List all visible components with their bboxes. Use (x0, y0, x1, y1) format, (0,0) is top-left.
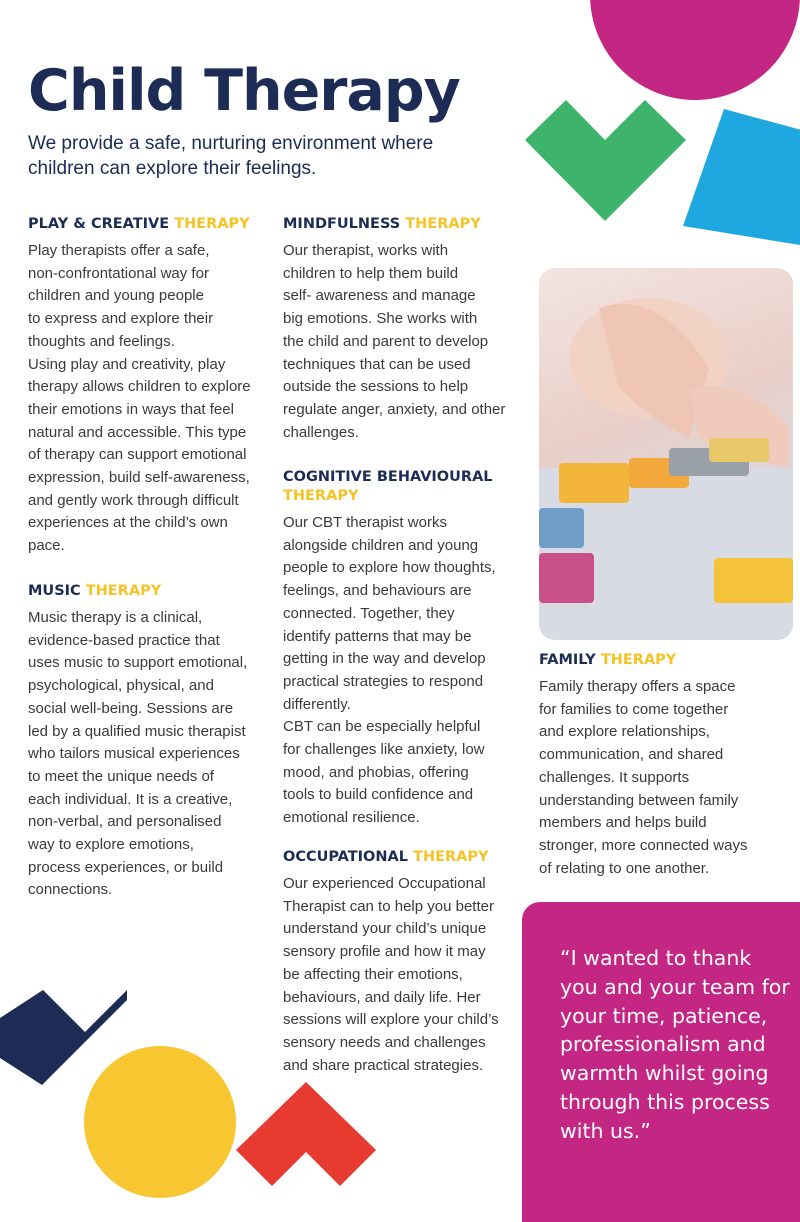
section-body: Our therapist, works with children to help them build self- awareness and manage big emotions. She works with the child and parent to develop techniques that can be used outside the sessions to help regulate anger, anxiety, and other challenges. (283, 242, 506, 441)
section-body: Family therapy offers a space for families to come together and explore relationships, communication, and shared challenges. It supports understanding between family members and helps build stronger, more connected ways of relating to one another. (539, 678, 748, 877)
photo-hands-wooden-blocks-icon (539, 268, 793, 640)
heading-main-text: PLAY & CREATIVE (28, 216, 170, 232)
section-occupational-therapy (283, 848, 523, 1077)
section-heading (28, 215, 273, 234)
section-heading (283, 848, 523, 867)
yellow-circle-shape (84, 1046, 236, 1198)
section-body: Our experienced Occupational Therapist can to help you better understand your child’s unique sensory profile and how it may be affecting their emotions, behaviours, and daily life. Her sessions will explore your child’s sensory needs and challenges and share practical strategies. (283, 875, 499, 1074)
heading-main-text: MINDFULNESS (283, 216, 401, 232)
magenta-circle-shape (590, 0, 800, 100)
section-family-therapy (539, 651, 784, 880)
heading-accent-text: THERAPY (85, 583, 162, 599)
section-play-therapy (28, 215, 273, 558)
blue-square-shape (683, 109, 800, 245)
section-mindfulness-therapy (283, 215, 528, 444)
heading-main-text: FAMILY (539, 652, 596, 668)
section-heading (283, 215, 528, 234)
section-music-therapy (28, 582, 273, 902)
section-body: Our CBT therapist works alongside children and young people to explore how thoughts, feelings, and behaviours are connected. Together, they identify patterns that may be getting in the way and develop practical strategies to respond differently. CBT can be especially helpful for challenges like anxiety, low mood, and phobias, offering tools to build confidence and emotional resilience. (283, 514, 496, 827)
green-chevron-shape (525, 100, 686, 221)
heading-main-text: COGNITIVE BEHAVIOURAL (283, 469, 493, 485)
therapy-photo (539, 268, 793, 640)
section-cbt-therapy (283, 468, 523, 830)
heading-accent-text: THERAPY (283, 488, 359, 504)
red-chevron-shape (236, 1082, 376, 1186)
page-subtitle: We provide a safe, nurturing environment where children can explore their feelings. (28, 133, 434, 179)
heading-main-text: OCCUPATIONAL (283, 849, 408, 865)
heading-accent-text: THERAPY (174, 216, 250, 232)
testimonial-quote: “I wanted to thank you and your team for your time, patience, professionalism and warmth whilst going through this process with us.” (560, 946, 790, 1143)
section-body: Play therapists offer a safe, non-confrontational way for children and young people to express and explore their thoughts and feelings. Using play and creativity, play therapy allows children to explore their emotions in ways that feel natural and accessible. This type of therapy can support emotional expression, build self-awareness, and gently work through difficult experiences at the child’s own pace. (28, 242, 251, 555)
heading-accent-text: THERAPY (405, 216, 481, 232)
heading-main-text: MUSIC (28, 583, 81, 599)
section-heading (283, 468, 523, 506)
heading-accent-text: THERAPY (600, 652, 677, 668)
section-heading (28, 582, 273, 601)
section-body: Music therapy is a clinical, evidence-based practice that uses music to support emotional, psychological, physical, and social well-being. Sessions are led by a qualified music therapist who tailors musical experiences to meet the unique needs of each individual. It is a creative, non-verbal, and personalised way to explore emotions, process experiences, or build connections. (28, 609, 248, 899)
section-heading (539, 651, 784, 670)
heading-accent-text: THERAPY (413, 849, 489, 865)
page-title: Child Therapy (28, 58, 460, 124)
